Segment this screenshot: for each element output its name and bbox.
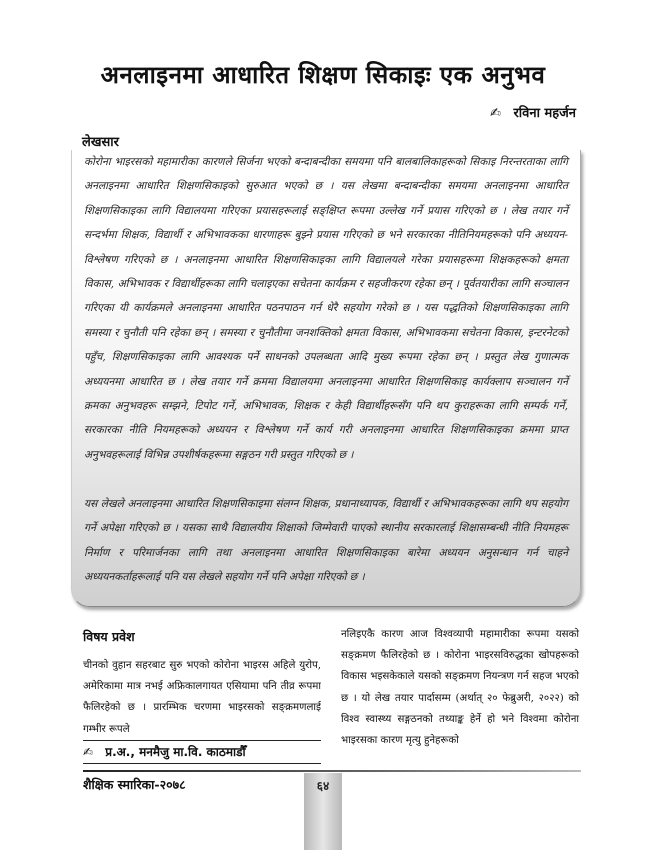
author-line (490, 103, 576, 121)
page-number-tab (304, 773, 342, 850)
intro-left-column: चीनको वुहान सहरबाट सुरु भएको कोरोना भाइरस अहिले युरोप, अमेरिकामा मात्र नभई अफ्रिकालगायत एसियामा पनि तीव्र रूपमा फैलिरहेको छ । प्रारम्भिक चरणमा भाइरसको सङ्क्रमणलाई गम्भीर रूपले (83, 660, 321, 735)
abstract-box (71, 150, 581, 607)
intro-right-column: नलिइएकै कारण आज विश्वव्यापी महामारीका रूपमा यसको सङ्क्रमण फैलिरहेको छ । कोरोना भाइरसविरुद्धका खोपहरूको विकास भइसकेकाले यसको सङ्क्रमण नियन्त्रण गर्न सहज भएको छ । यो लेख तयार पार्दासम्म (अर्थात् २० फेब्रुअरी, २०२२) को विश्व स्वास्थ्य सङ्गठनको तथ्याङ्क हेर्ने हो भने विश्वमा कोरोना भाइरसका कारण मृत्यु हुनेहरूको (341, 629, 579, 747)
publication-name: शैक्षिक स्मारिका-२०७८ (83, 777, 186, 792)
page-number: ६४ (316, 779, 330, 793)
article-title: अनलाइनमा आधारित शिक्षण सिकाइः एक अनुभव (100, 61, 546, 89)
footer-divider (83, 770, 581, 772)
author-name: रविना महर्जन (513, 106, 576, 121)
author-footnote (83, 740, 321, 764)
section-heading: विषय प्रवेश (83, 629, 135, 644)
footnote-text: प्र.अ., मनमैजु मा.वि. काठमाडौँ (105, 745, 246, 759)
abstract-heading: लेखसार (82, 135, 119, 150)
abstract-paragraph-1: कोरोना भाइरसको महामारीका कारणले सिर्जना भएको बन्दाबन्दीका समयमा पनि बालबालिकाहरूको सिकाइ निरन्तरताका लागि अनलाइनमा आधारित शिक्षणसिकाइको सुरुआत भएको छ । यस लेखमा बन्दाबन्दीका समयमा अनलाइनमा आधारित शिक्षणसिकाइका लागि विद्यालयमा गरिएका प्रयासहरूलाई सङ्क्षिप्त रूपमा उल्लेख गर्ने प्रयास गरिएको छ । लेख तयार गर्ने सन्दर्भमा शिक्षक, विद्यार्थी र अभिभावकका धारणाहरू बुझ्ने प्रयास गरिएको छ भने सरकारका नीतिनियमहरूको पनि अध्ययन-विश्लेषण गरिएको छ । अनलाइनमा आधारित शिक्षणसिकाइका लागि विद्यालयले गरेका प्रयासहरूमा शिक्षकहरूको क्षमता विकास, अभिभावक र विद्यार्थीहरूका लागि चलाइएका सचेतना कार्यक्रम र सहजीकरण रहेका छन् । पूर्वतयारीका लागि सञ्चालन गरिएका यी कार्यक्रमले अनलाइनमा आधारित पठनपाठन गर्न धेरै सहयोग गरेको छ । यस पद्धतिको शिक्षणसिकाइका लागि समस्या र चुनौती पनि रहेका छन् । समस्या र चुनौतीमा जनशक्तिको क्षमता विकास, अभिभावकमा सचेतना विकास, इन्टरनेटको पहुँच, शिक्षणसिकाइका लागि आवश्यक पर्ने साधनको उपलब्धता आदि मुख्य रूपमा रहेका छन् । प्रस्तुत लेख गुणात्मक अध्ययनमा आधारित छ । लेख तयार गर्ने क्रममा विद्यालयमा अनलाइनमा आधारित शिक्षणसिकाइ कार्यक्लाप सञ्चालन गर्ने क्रमका अनुभवहरू सम्झने, टिपोट गर्ने, अभिभावक, शिक्षक र केही विद्यार्थीहरूसँग पनि थप कुराहरूका लागि सम्पर्क गर्ने, सरकारका नीति नियमहरूको अध्ययन र विश्लेषण गर्ने कार्य गरी अनलाइनमा आधारित शिक्षणसिकाइका क्रममा प्राप्त अनुभवहरूलाई विभिन्न उपशीर्षकहरूमा सङ्गठन गरी प्रस्तुत गरिएको छ । (84, 156, 568, 461)
abstract-paragraph-2: यस लेखले अनलाइनमा आधारित शिक्षणसिकाइमा संलग्न शिक्षक, प्रधानाध्यापक, विद्यार्थी र अभिभावकहरूका लागि थप सहयोग गर्ने अपेक्षा गरिएको छ । यसका साथै विद्यालयीय शिक्षाको जिम्मेवारी पाएको स्थानीय सरकारलाई शिक्षासम्बन्धी नीति नियमहरू निर्माण र परिमार्जनका लागि तथा अनलाइनमा आधारित शिक्षणसिकाइका बारेमा अध्ययन अनुसन्धान गर्न चाहने अध्ययनकर्ताहरूलाई पनि यस लेखले सहयोग गर्ने पनि अपेक्षा गरिएको छ । (84, 498, 568, 584)
pen-icon: ✍ (490, 106, 501, 121)
pen-icon: ✍ (83, 745, 94, 759)
